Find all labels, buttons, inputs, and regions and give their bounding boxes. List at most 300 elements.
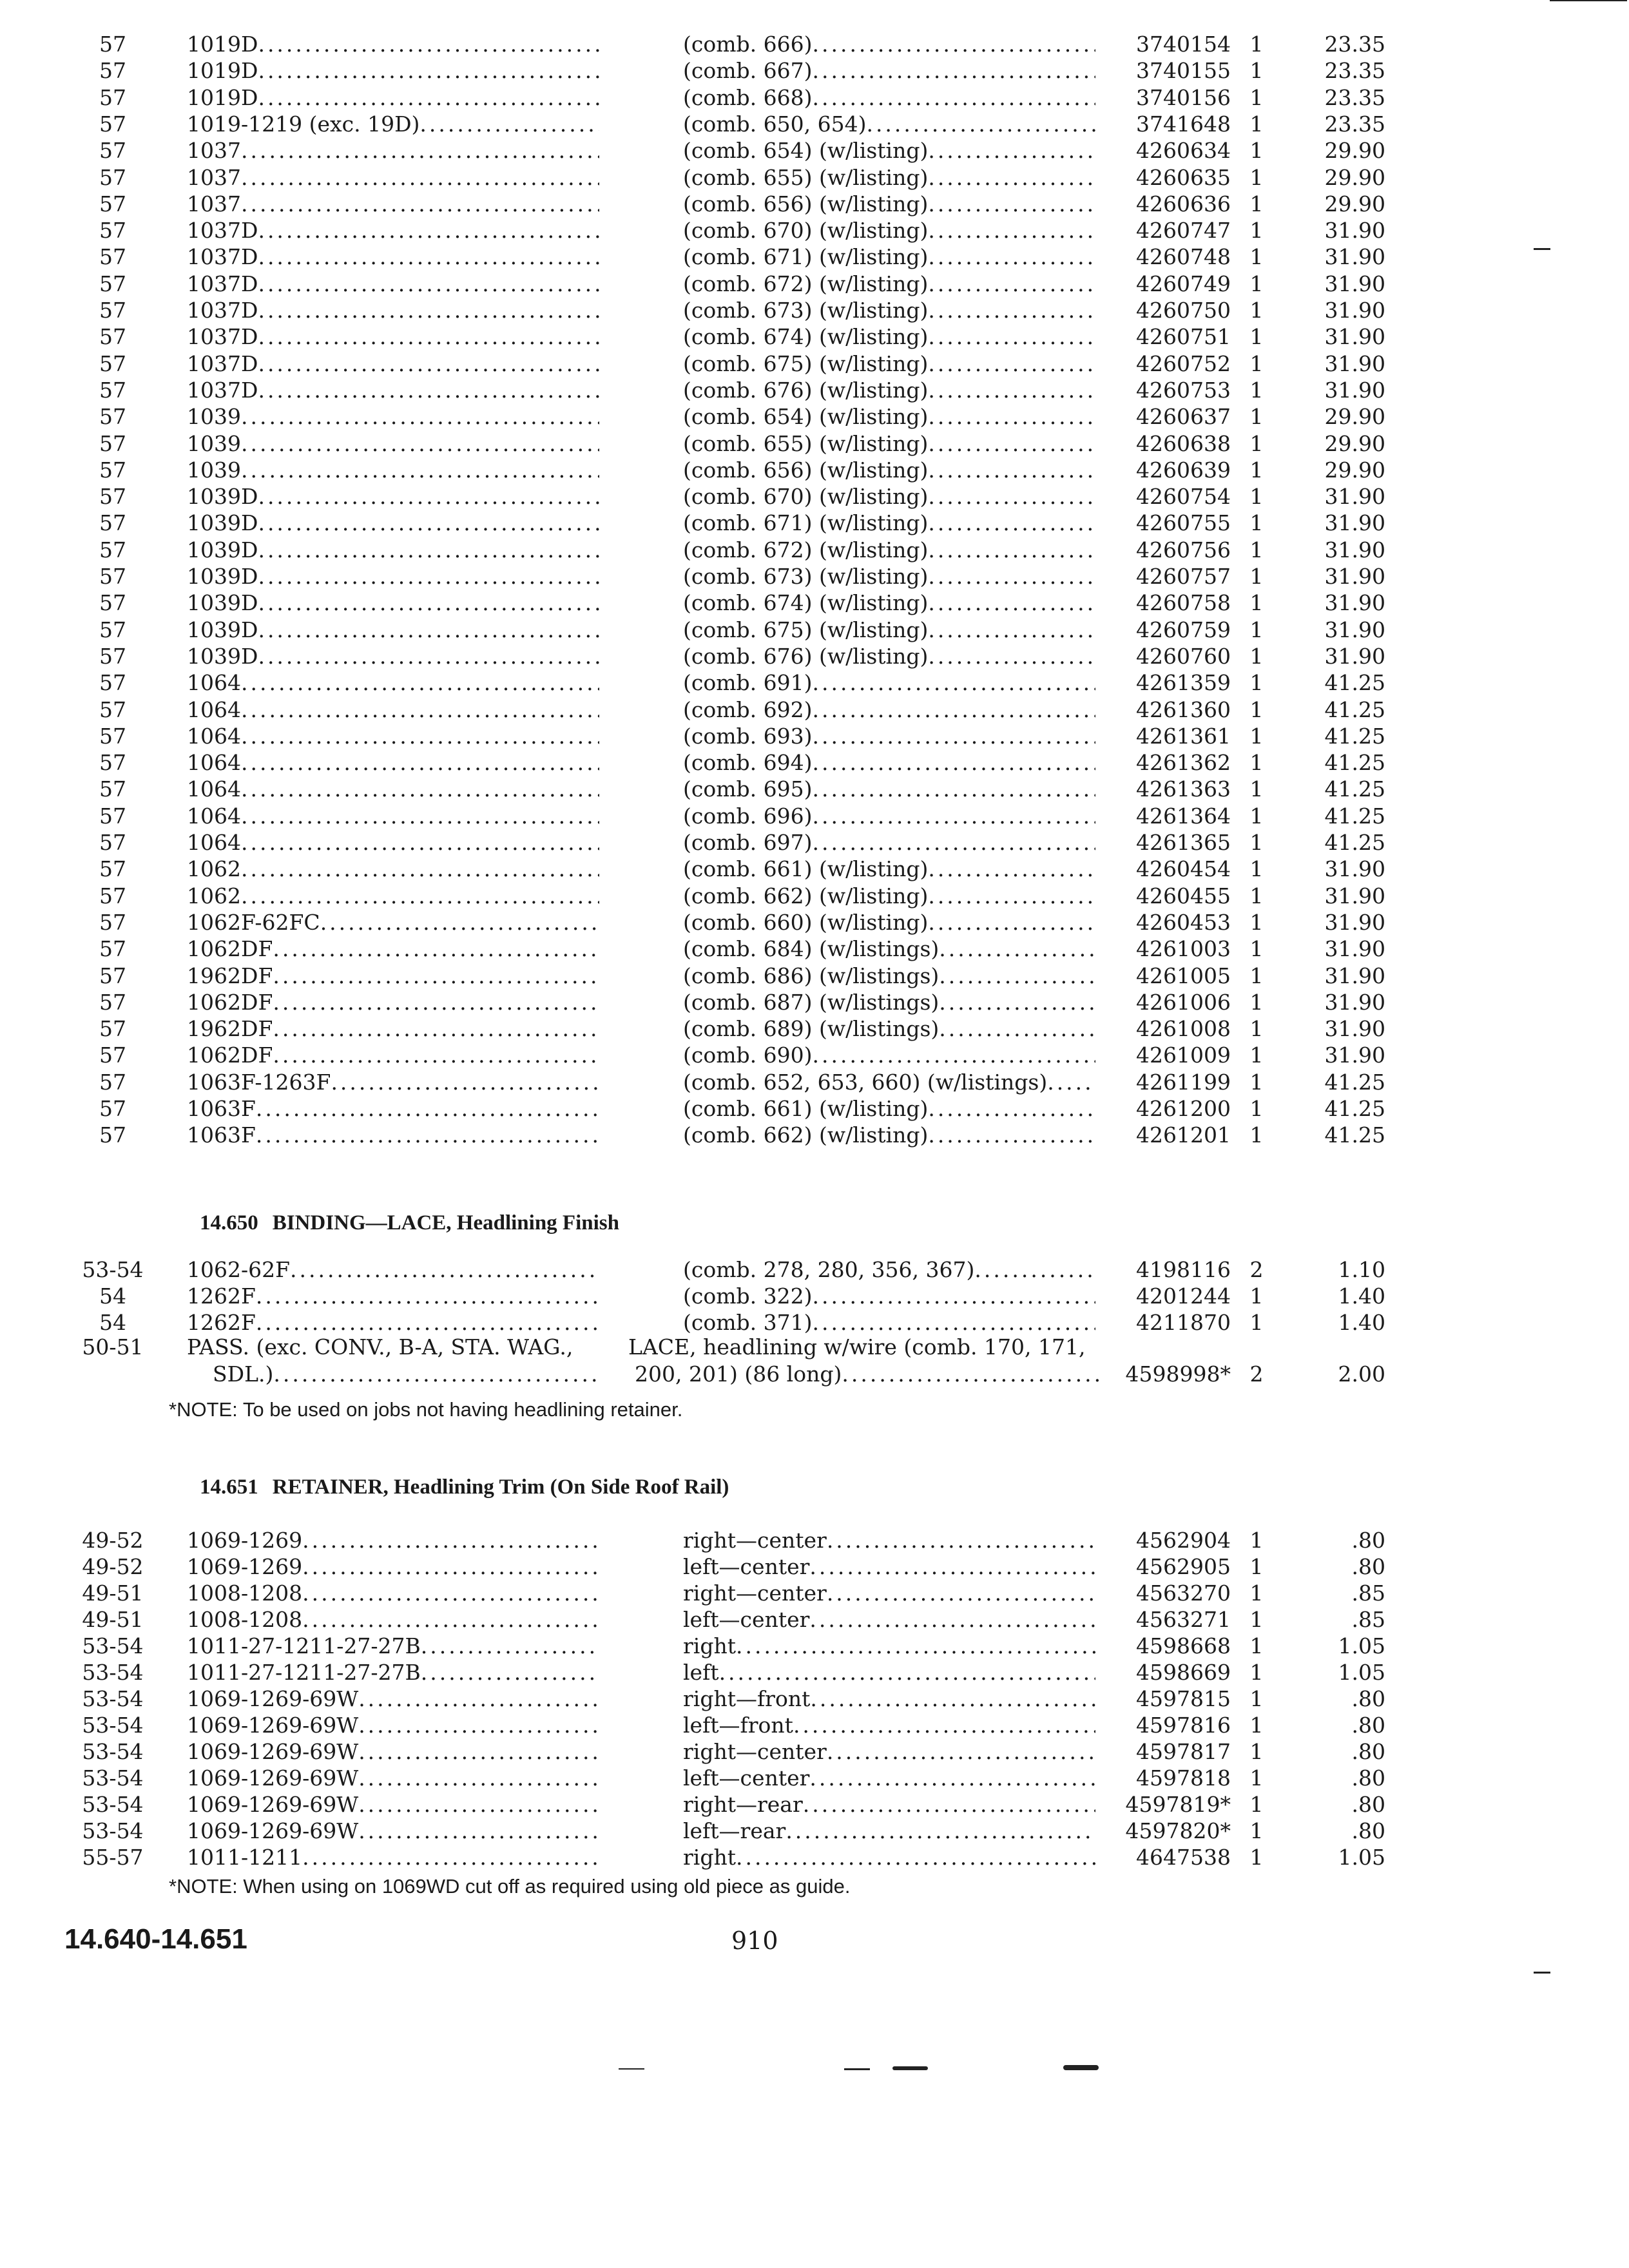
year-cell: 57 [99, 32, 126, 57]
year-cell: 57 [99, 271, 126, 296]
price-cell: 41.25 [1324, 1069, 1385, 1095]
price-cell: .80 [1351, 1528, 1385, 1553]
table-row [0, 537, 1629, 564]
price-cell: 41.25 [1324, 1096, 1385, 1121]
description-cell: (comb. 674) (w/listing) ..... [683, 323, 1095, 351]
part-number-cell: 4562904 [1136, 1528, 1231, 1553]
year-cell: 57 [99, 404, 126, 430]
part-number-cell: 4260754 [1136, 484, 1231, 510]
year-cell: 57 [99, 324, 126, 350]
quantity-cell: 1 [1249, 1528, 1264, 1553]
part-number-cell: 4261365 [1136, 830, 1231, 855]
model-cell: 1039D ..... [187, 590, 599, 617]
description-cell: (comb. 696) ..... [683, 803, 1095, 830]
year-cell: 57 [99, 1069, 126, 1095]
year-cell: 57 [99, 963, 126, 988]
year-cell: 55-57 [82, 1845, 144, 1870]
part-number-cell: 4260749 [1136, 271, 1231, 296]
year-cell: 57 [99, 537, 126, 562]
model-cell: 1008-1208 ..... [187, 1580, 599, 1607]
table-row [0, 1659, 1629, 1686]
year-cell: 57 [99, 909, 126, 935]
year-cell: 49-51 [82, 1581, 144, 1606]
part-number-cell: 4260752 [1136, 351, 1231, 376]
year-cell: 49-52 [82, 1554, 144, 1579]
year-cell: 53-54 [82, 1818, 144, 1843]
description-cell: (comb. 673) (w/listing) ..... [683, 563, 1095, 590]
part-number-cell: 4201244 [1136, 1283, 1231, 1309]
quantity-cell: 1 [1249, 883, 1264, 908]
table-row [0, 323, 1629, 351]
quantity-cell: 1 [1249, 1096, 1264, 1121]
table-row [0, 776, 1629, 803]
part-number-cell: 4261362 [1136, 750, 1231, 776]
description-cell: (comb. 675) (w/listing) ..... [683, 351, 1095, 378]
year-cell: 57 [99, 218, 126, 244]
model-cell: PASS. (exc. CONV., B-A, STA. WAG., [187, 1334, 574, 1360]
quantity-cell: 1 [1249, 1554, 1264, 1579]
description-cell: left—rear ..... [683, 1818, 1095, 1845]
table-row [0, 617, 1629, 644]
description-cell: (comb. 655) (w/listing) ..... [683, 430, 1095, 457]
description-cell: (comb. 656) (w/listing) ..... [683, 457, 1095, 484]
year-cell: 53-54 [82, 1686, 144, 1711]
margin-mark [1534, 1972, 1550, 1974]
quantity-cell: 1 [1249, 32, 1264, 57]
table-row [0, 403, 1629, 430]
year-cell: 57 [99, 1043, 126, 1068]
quantity-cell: 1 [1249, 111, 1264, 137]
part-number-cell: 4260639 [1136, 457, 1231, 483]
price-cell: 1.40 [1338, 1310, 1385, 1335]
year-cell: 53-54 [82, 1660, 144, 1685]
year-cell: 57 [99, 643, 126, 669]
model-cell: 1039 ..... [187, 430, 599, 457]
part-number-cell: 4562905 [1136, 1554, 1231, 1579]
year-cell: 49-51 [82, 1607, 144, 1632]
price-cell: 31.90 [1324, 351, 1385, 376]
table-row [0, 1122, 1629, 1149]
part-number-cell: 4260756 [1136, 537, 1231, 562]
table-row [0, 1042, 1629, 1069]
table-row [0, 297, 1629, 324]
price-cell: 29.90 [1324, 404, 1385, 430]
price-cell: 31.90 [1324, 617, 1385, 642]
description-cell: (comb. 667) ..... [683, 57, 1095, 84]
model-cell: 1011-27-1211-27-27B ..... [187, 1659, 599, 1686]
part-number-cell: 4598668 [1136, 1633, 1231, 1658]
table-row [0, 1686, 1629, 1713]
quantity-cell: 1 [1249, 697, 1264, 722]
part-number-cell: 3740154 [1136, 32, 1231, 57]
year-cell: 57 [99, 484, 126, 510]
price-cell: 29.90 [1324, 457, 1385, 483]
model-cell: 1064 ..... [187, 669, 599, 697]
price-cell: 31.90 [1324, 271, 1385, 296]
year-cell: 57 [99, 457, 126, 483]
quantity-cell: 1 [1249, 324, 1264, 350]
quantity-cell: 1 [1249, 643, 1264, 669]
description-cell: (comb. 687) (w/listings) ..... [683, 989, 1095, 1016]
table-row [0, 856, 1629, 883]
quantity-cell: 1 [1249, 803, 1264, 829]
section-number: 14.651 [200, 1475, 258, 1499]
table-row [0, 803, 1629, 830]
model-cell: 1062F-62FC ..... [187, 909, 599, 936]
model-cell: 1037D ..... [187, 377, 599, 404]
price-cell: 31.90 [1324, 989, 1385, 1015]
model-cell: 1069-1269-69W ..... [187, 1765, 599, 1792]
description-cell: right ..... [683, 1633, 1095, 1660]
model-cell: 1037D ..... [187, 244, 599, 271]
year-cell: 57 [99, 164, 126, 190]
model-cell: 1064 ..... [187, 829, 599, 856]
quantity-cell: 1 [1249, 1016, 1264, 1042]
model-cell: 1019-1219 (exc. 19D) ..... [187, 111, 599, 138]
part-number-cell: 4260751 [1136, 324, 1231, 350]
quantity-cell: 1 [1249, 830, 1264, 855]
table-row [0, 1633, 1629, 1660]
model-cell: 1064 ..... [187, 697, 599, 724]
part-number-cell: 4261008 [1136, 1016, 1231, 1042]
description-cell: (comb. 322) ..... [683, 1283, 1095, 1310]
quantity-cell: 1 [1249, 1633, 1264, 1658]
year-cell: 57 [99, 351, 126, 376]
description-cell: LACE, headlining w/wire (comb. 170, 171, [628, 1334, 1086, 1360]
price-cell: 31.90 [1324, 590, 1385, 616]
model-cell: 1019D ..... [187, 84, 599, 111]
quantity-cell: 1 [1249, 856, 1264, 882]
part-number-cell: 4597817 [1136, 1739, 1231, 1764]
model-cell: 1262F ..... [187, 1283, 599, 1310]
price-cell: .80 [1351, 1713, 1385, 1738]
table-row [0, 1818, 1629, 1845]
description-cell: (comb. 672) (w/listing) ..... [683, 271, 1095, 298]
quantity-cell: 1 [1249, 457, 1264, 483]
price-cell: 41.25 [1324, 723, 1385, 749]
model-cell: 1039 ..... [187, 403, 599, 430]
model-cell: 1962DF ..... [187, 963, 599, 990]
table-row [0, 697, 1629, 724]
part-number-cell: 4261009 [1136, 1043, 1231, 1068]
description-cell: (comb. 674) (w/listing) ..... [683, 590, 1095, 617]
price-cell: .85 [1351, 1607, 1385, 1632]
quantity-cell: 1 [1249, 1283, 1264, 1309]
price-cell: .80 [1351, 1739, 1385, 1764]
edge-mark [1550, 0, 1627, 1]
section-number: 14.650 [200, 1211, 258, 1235]
part-number-cell: 4261359 [1136, 670, 1231, 696]
part-number-cell: 4563270 [1136, 1581, 1231, 1606]
description-cell: (comb. 671) (w/listing) ..... [683, 510, 1095, 537]
part-number-cell: 4260760 [1136, 643, 1231, 669]
part-number-cell: 4211870 [1136, 1310, 1231, 1335]
table-row [0, 883, 1629, 910]
part-number-cell: 4647538 [1136, 1845, 1231, 1870]
quantity-cell: 1 [1249, 1792, 1264, 1817]
year-cell: 57 [99, 617, 126, 642]
table-row [0, 749, 1629, 776]
table-row [0, 111, 1629, 138]
year-cell: 53-54 [82, 1713, 144, 1738]
part-number-cell: 4597820* [1125, 1818, 1231, 1843]
price-cell: 29.90 [1324, 430, 1385, 456]
description-cell: (comb. 690) ..... [683, 1042, 1095, 1069]
description-cell: left—front ..... [683, 1712, 1095, 1739]
quantity-cell: 1 [1249, 750, 1264, 776]
year-cell: 57 [99, 883, 126, 908]
price-cell: 31.90 [1324, 510, 1385, 536]
quantity-cell: 1 [1249, 1310, 1264, 1335]
table-row [0, 271, 1629, 298]
table-row [0, 510, 1629, 537]
price-cell: 2.00 [1338, 1361, 1385, 1387]
year-cell: 57 [99, 776, 126, 802]
section-heading-binding [200, 1211, 619, 1235]
year-cell: 57 [99, 430, 126, 456]
part-number-cell: 4260455 [1136, 883, 1231, 908]
table-row [0, 1256, 1629, 1283]
description-cell: left—center ..... [683, 1553, 1095, 1581]
table-row [0, 1283, 1629, 1310]
year-cell: 57 [99, 750, 126, 776]
year-cell: 57 [99, 803, 126, 829]
year-cell: 53-54 [82, 1765, 144, 1791]
price-cell: 31.90 [1324, 537, 1385, 562]
quantity-cell: 1 [1249, 298, 1264, 323]
model-cell: 1011-27-1211-27-27B ..... [187, 1633, 599, 1660]
description-cell: (comb. 655) (w/listing) ..... [683, 164, 1095, 191]
model-cell: 1062DF ..... [187, 989, 599, 1016]
table-row [0, 1712, 1629, 1739]
part-number-cell: 4261363 [1136, 776, 1231, 802]
model-cell: 1037 ..... [187, 137, 599, 164]
part-number-cell: 4598998* [1125, 1361, 1231, 1387]
description-cell: (comb. 654) (w/listing) ..... [683, 137, 1095, 164]
price-cell: 1.05 [1338, 1633, 1385, 1658]
model-cell: 1069-1269 ..... [187, 1553, 599, 1581]
table-row [0, 829, 1629, 856]
model-cell: 1037D ..... [187, 297, 599, 324]
table-row [0, 1069, 1629, 1096]
model-cell: 1069-1269-69W ..... [187, 1791, 599, 1818]
price-cell: 29.90 [1324, 164, 1385, 190]
quantity-cell: 1 [1249, 989, 1264, 1015]
quantity-cell: 1 [1249, 617, 1264, 642]
table-row [0, 483, 1629, 510]
model-cell: 1962DF ..... [187, 1015, 599, 1043]
table-row [0, 137, 1629, 164]
description-cell: (comb. 661) (w/listing) ..... [683, 856, 1095, 883]
model-cell: 1039D ..... [187, 643, 599, 670]
section-title: BINDING—LACE, Headlining Finish [272, 1211, 619, 1235]
price-cell: 31.90 [1324, 218, 1385, 244]
table-row [0, 590, 1629, 617]
description-cell: right ..... [683, 1844, 1095, 1871]
model-cell: 1063F ..... [187, 1122, 599, 1149]
price-cell: .80 [1351, 1765, 1385, 1791]
quantity-cell: 1 [1249, 909, 1264, 935]
year-cell: 57 [99, 1096, 126, 1121]
year-cell: 57 [99, 1122, 126, 1148]
quantity-cell: 1 [1249, 1818, 1264, 1843]
model-cell: 1039D ..... [187, 483, 599, 510]
year-cell: 53-54 [82, 1739, 144, 1764]
part-number-cell: 4260453 [1136, 909, 1231, 935]
price-cell: 31.90 [1324, 484, 1385, 510]
part-number-cell: 4597816 [1136, 1713, 1231, 1738]
table-row [0, 909, 1629, 936]
model-cell: 1069-1269-69W ..... [187, 1686, 599, 1713]
year-cell: 57 [99, 723, 126, 749]
quantity-cell: 1 [1249, 510, 1264, 536]
part-number-cell: 4261199 [1136, 1069, 1231, 1095]
section-heading-retainer [200, 1475, 729, 1499]
table-row [0, 430, 1629, 457]
model-cell: 1063F-1263F ..... [187, 1069, 599, 1096]
model-cell: 1037D ..... [187, 323, 599, 351]
description-cell: (comb. 691) ..... [683, 669, 1095, 697]
description-cell: (comb. 278, 280, 356, 367) ..... [683, 1256, 1095, 1283]
model-cell-continued: SDL.) ..... [213, 1361, 599, 1388]
quantity-cell: 1 [1249, 191, 1264, 216]
quantity-cell: 1 [1249, 1660, 1264, 1685]
description-cell: (comb. 371) ..... [683, 1309, 1095, 1336]
model-cell: 1037D ..... [187, 217, 599, 244]
description-cell: (comb. 654) (w/listing) ..... [683, 403, 1095, 430]
model-cell: 1037D ..... [187, 271, 599, 298]
part-number-cell: 4598669 [1136, 1660, 1231, 1685]
quantity-cell: 1 [1249, 58, 1264, 84]
model-cell: 1064 ..... [187, 749, 599, 776]
part-number-cell: 3740156 [1136, 84, 1231, 110]
description-cell: (comb. 661) (w/listing) ..... [683, 1095, 1095, 1122]
description-cell: (comb. 694) ..... [683, 749, 1095, 776]
description-cell: right—center ..... [683, 1527, 1095, 1554]
part-number-cell: 4261364 [1136, 803, 1231, 829]
scan-mark [619, 2068, 644, 2070]
model-cell: 1037 ..... [187, 164, 599, 191]
price-cell: .85 [1351, 1581, 1385, 1606]
binding-note: *NOTE: To be used on jobs not having headlining retainer. [169, 1398, 683, 1421]
table-row [0, 457, 1629, 484]
quantity-cell: 1 [1249, 138, 1264, 164]
model-cell: 1039D ..... [187, 563, 599, 590]
table-row [0, 1791, 1629, 1818]
year-cell: 53-54 [82, 1792, 144, 1817]
price-cell: 23.35 [1324, 111, 1385, 137]
description-cell: (comb. 668) ..... [683, 84, 1095, 111]
price-cell: 23.35 [1324, 84, 1385, 110]
description-cell: (comb. 695) ..... [683, 776, 1095, 803]
table-row [0, 84, 1629, 111]
year-cell: 57 [99, 138, 126, 164]
model-cell: 1262F ..... [187, 1309, 599, 1336]
table-row [0, 1844, 1629, 1871]
description-cell: (comb. 676) (w/listing) ..... [683, 377, 1095, 404]
year-cell: 57 [99, 377, 126, 403]
description-cell: (comb. 656) (w/listing) ..... [683, 191, 1095, 218]
quantity-cell: 1 [1249, 244, 1264, 270]
quantity-cell: 1 [1249, 84, 1264, 110]
table-row [0, 1095, 1629, 1122]
price-cell: .80 [1351, 1554, 1385, 1579]
description-cell: (comb. 689) (w/listings) ..... [683, 1015, 1095, 1043]
section-range: 14.640-14.651 [64, 1923, 247, 1955]
model-cell: 1019D ..... [187, 57, 599, 84]
quantity-cell: 1 [1249, 404, 1264, 430]
price-cell: 41.25 [1324, 750, 1385, 776]
description-cell: (comb. 672) (w/listing) ..... [683, 537, 1095, 564]
part-number-cell: 4260750 [1136, 298, 1231, 323]
year-cell: 57 [99, 670, 126, 696]
price-cell: 31.90 [1324, 936, 1385, 962]
quantity-cell: 1 [1249, 776, 1264, 802]
price-cell: 31.90 [1324, 324, 1385, 350]
price-cell: 1.10 [1338, 1257, 1385, 1282]
price-cell: 31.90 [1324, 883, 1385, 908]
table-row [0, 1361, 1629, 1388]
description-cell: (comb. 693) ..... [683, 723, 1095, 750]
year-cell: 57 [99, 1016, 126, 1042]
part-number-cell: 4260637 [1136, 404, 1231, 430]
part-number-cell: 4597819* [1125, 1792, 1231, 1817]
price-cell: 31.90 [1324, 564, 1385, 589]
part-number-cell: 4260747 [1136, 218, 1231, 244]
year-cell: 53-54 [82, 1633, 144, 1658]
part-number-cell: 4261006 [1136, 989, 1231, 1015]
part-number-cell: 4260755 [1136, 510, 1231, 536]
price-cell: 29.90 [1324, 191, 1385, 216]
description-cell: (comb. 671) (w/listing) ..... [683, 244, 1095, 271]
year-cell: 57 [99, 830, 126, 855]
quantity-cell: 1 [1249, 351, 1264, 376]
year-cell: 57 [99, 590, 126, 616]
quantity-cell: 1 [1249, 936, 1264, 962]
year-cell: 50-51 [82, 1334, 144, 1360]
quantity-cell: 1 [1249, 1069, 1264, 1095]
model-cell: 1069-1269-69W ..... [187, 1738, 599, 1765]
description-cell: right—center ..... [683, 1738, 1095, 1765]
year-cell: 57 [99, 298, 126, 323]
model-cell: 1062 ..... [187, 883, 599, 910]
table-row [0, 669, 1629, 697]
price-cell: 29.90 [1324, 138, 1385, 164]
model-cell: 1069-1269-69W ..... [187, 1712, 599, 1739]
year-cell: 57 [99, 111, 126, 137]
quantity-cell: 1 [1249, 218, 1264, 244]
description-cell: left ..... [683, 1659, 1095, 1686]
year-cell: 57 [99, 697, 126, 722]
model-cell: 1019D ..... [187, 31, 599, 58]
price-cell: 31.90 [1324, 643, 1385, 669]
price-cell: 1.05 [1338, 1660, 1385, 1685]
part-number-cell: 4260757 [1136, 564, 1231, 589]
model-cell: 1039D ..... [187, 537, 599, 564]
year-cell: 57 [99, 84, 126, 110]
part-number-cell: 4260638 [1136, 430, 1231, 456]
quantity-cell: 1 [1249, 1122, 1264, 1148]
table-row [0, 191, 1629, 218]
quantity-cell: 1 [1249, 723, 1264, 749]
table-row [0, 31, 1629, 58]
price-cell: 41.25 [1324, 670, 1385, 696]
model-cell: 1037 ..... [187, 191, 599, 218]
section-title: RETAINER, Headlining Trim (On Side Roof Rail) [272, 1475, 729, 1499]
part-number-cell: 4261201 [1136, 1122, 1231, 1148]
year-cell: 57 [99, 936, 126, 962]
part-number-cell: 3740155 [1136, 58, 1231, 84]
